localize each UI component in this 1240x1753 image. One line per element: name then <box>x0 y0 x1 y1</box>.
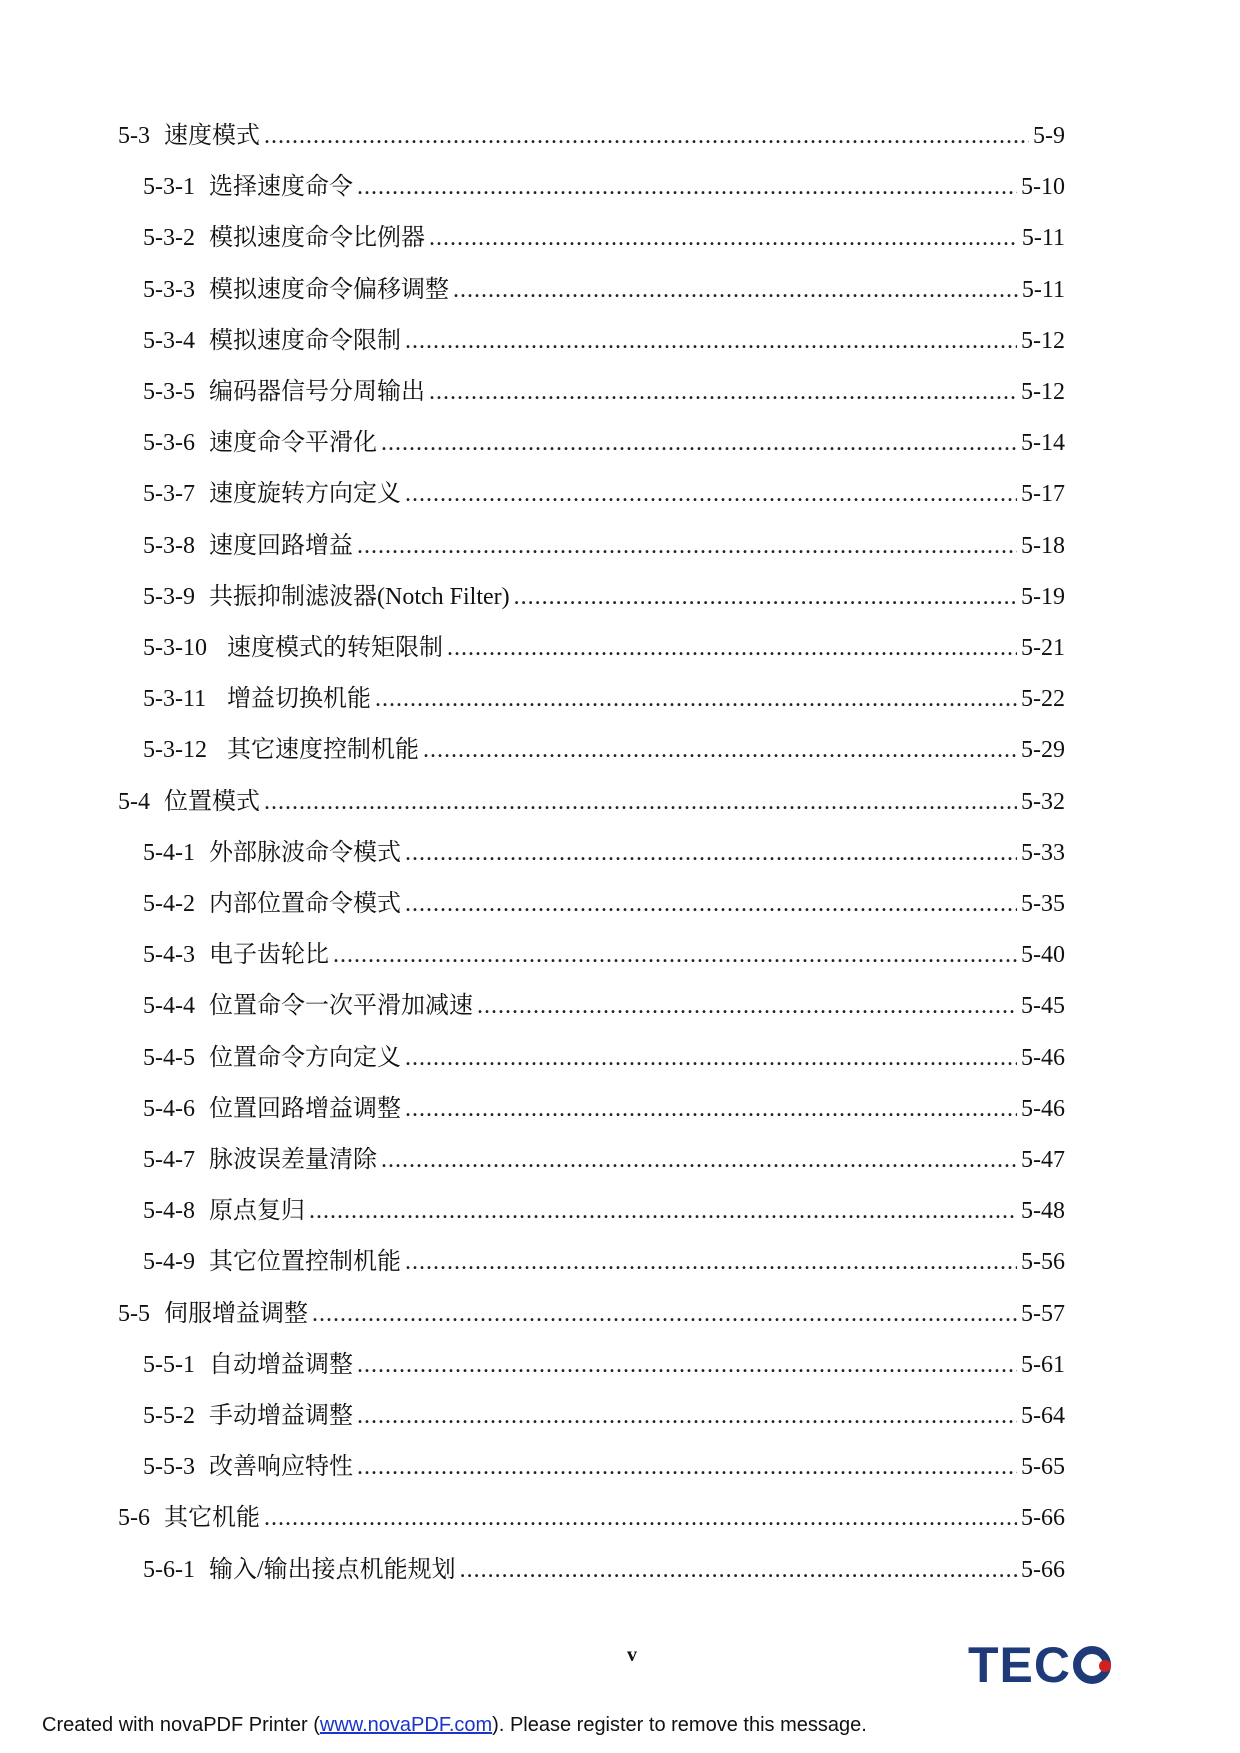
toc-entry-title: 其它机能 <box>164 1505 260 1532</box>
toc-dot-leader <box>423 732 1017 768</box>
toc-entry-title: 速度模式的转矩限制 <box>227 635 443 661</box>
toc-entry-number: 5-4-5 <box>143 1044 195 1071</box>
toc-entry-page: 5-47 <box>1021 1147 1065 1173</box>
toc-entry-page: 5-35 <box>1021 891 1065 917</box>
toc-dot-leader <box>429 220 1018 256</box>
toc-dot-leader <box>264 784 1017 820</box>
toc-entry-page: 5-57 <box>1021 1300 1065 1327</box>
toc-entry[interactable] <box>0 1500 1240 1536</box>
toc-entry-title: 电子齿轮比 <box>209 942 329 969</box>
toc-entry-title: 伺服增益调整 <box>164 1300 308 1327</box>
toc-entry-number: 5-3-12 <box>143 737 207 764</box>
footer-suffix: ). Please register to remove this message. <box>492 1714 867 1736</box>
toc-dot-leader <box>357 1398 1017 1434</box>
toc-dot-leader <box>309 1193 1017 1229</box>
teco-logo: TEC <box>968 1640 1138 1690</box>
toc-dot-leader <box>333 937 1017 973</box>
toc-entry-page: 5-61 <box>1021 1351 1065 1378</box>
toc-dot-leader <box>357 1449 1017 1485</box>
toc-entry[interactable] <box>0 118 1240 154</box>
toc-entry[interactable] <box>0 476 1240 512</box>
toc-entry-number: 5-5-1 <box>143 1351 195 1378</box>
toc-entry-number: 5-3-7 <box>143 481 195 508</box>
toc-entry-title: 选择速度命令 <box>209 174 353 201</box>
toc-entry-title: 速度命令平滑化 <box>209 430 377 457</box>
toc-entry[interactable] <box>0 220 1240 256</box>
toc-entry-title: 速度模式 <box>164 123 260 149</box>
toc-entry-number: 5-4-9 <box>143 1249 195 1276</box>
toc-entry-number: 5-5-3 <box>143 1454 195 1481</box>
toc-entry[interactable] <box>0 1193 1240 1229</box>
toc-entry-number: 5-4-1 <box>143 839 195 866</box>
toc-entry[interactable] <box>0 374 1240 410</box>
toc-entry[interactable] <box>0 1040 1240 1076</box>
toc-entry-page: 5-64 <box>1021 1403 1065 1429</box>
toc-entry-number: 5-3-3 <box>143 276 195 303</box>
toc-dot-leader <box>405 323 1017 359</box>
toc-entry-page: 5-46 <box>1021 1095 1065 1122</box>
toc-entry[interactable] <box>0 886 1240 922</box>
toc-entry-title: 脉波误差量清除 <box>209 1147 377 1173</box>
toc-dot-leader <box>429 374 1017 410</box>
toc-dot-leader <box>514 579 1017 615</box>
toc-dot-leader <box>405 476 1017 512</box>
toc-dot-leader <box>357 169 1017 205</box>
toc-entry-title: 内部位置命令模式 <box>209 891 401 917</box>
toc-entry[interactable] <box>0 732 1240 768</box>
toc-entry-number: 5-5-2 <box>143 1403 195 1429</box>
toc-entry-page: 5-11 <box>1021 225 1065 252</box>
toc-entry-title: 模拟速度命令偏移调整 <box>209 276 449 303</box>
toc-dot-leader <box>357 1347 1017 1383</box>
toc-entry-title: 位置回路增益调整 <box>209 1095 401 1122</box>
toc-entry-title: 原点复归 <box>209 1198 305 1225</box>
toc-entry-title: 模拟速度命令限制 <box>209 327 401 354</box>
toc-entry-page: 5-17 <box>1021 481 1065 508</box>
novapdf-link[interactable]: www.novaPDF.com <box>319 1714 493 1736</box>
toc-entry-title: 速度旋转方向定义 <box>209 481 401 508</box>
toc-entry-number: 5-4-7 <box>143 1147 195 1173</box>
toc-entry-page: 5-11 <box>1021 276 1065 303</box>
toc-entry-title: 手动增益调整 <box>209 1403 353 1429</box>
toc-entry-number: 5-3-2 <box>143 225 195 252</box>
toc-entry-page: 5-48 <box>1021 1198 1065 1225</box>
toc-entry[interactable] <box>0 1552 1240 1588</box>
toc-dot-leader <box>453 272 1018 308</box>
toc-dot-leader <box>405 886 1017 922</box>
toc-entry-page: 5-33 <box>1021 839 1065 866</box>
toc-entry-page: 5-29 <box>1021 737 1065 764</box>
toc-entry[interactable] <box>0 835 1240 871</box>
toc-entry-title: 速度回路增益 <box>209 532 353 559</box>
toc-entry[interactable] <box>0 630 1240 666</box>
toc-entry-number: 5-3-5 <box>143 379 195 405</box>
toc-entry[interactable] <box>0 1398 1240 1434</box>
toc-entry-title: 位置命令一次平滑加减速 <box>209 993 473 1020</box>
toc-dot-leader <box>357 528 1017 564</box>
toc-entry[interactable] <box>0 937 1240 973</box>
toc-entry-number: 5-6-1 <box>143 1556 195 1583</box>
toc-entry[interactable] <box>0 579 1240 615</box>
toc-entry-number: 5-4-4 <box>143 993 195 1020</box>
toc-entry[interactable] <box>0 988 1240 1024</box>
toc-entry-number: 5-4-2 <box>143 891 195 917</box>
toc-entry-page: 5-45 <box>1021 993 1065 1020</box>
footer-prefix: Created with novaPDF Printer ( <box>42 1714 320 1736</box>
toc-entry-page: 5-21 <box>1021 635 1065 661</box>
toc-dot-leader <box>447 630 1017 666</box>
toc-entry[interactable] <box>0 784 1240 820</box>
toc-entry-number: 5-4 <box>118 788 150 815</box>
toc-entry-page: 5-14 <box>1021 430 1065 457</box>
toc-dot-leader <box>375 681 1017 717</box>
toc-entry[interactable] <box>0 1142 1240 1178</box>
toc-dot-leader <box>264 118 1029 154</box>
toc-entry-number: 5-4-3 <box>143 942 195 969</box>
footer-message <box>42 1714 867 1737</box>
toc-entry-title: 增益切换机能 <box>227 686 371 713</box>
toc-entry-title: 共振抑制滤波器(Notch Filter) <box>209 583 510 610</box>
toc-entry-page: 5-9 <box>1033 123 1065 149</box>
toc-dot-leader <box>405 835 1017 871</box>
toc-entry-number: 5-3-9 <box>143 583 195 610</box>
toc-entry-title: 编码器信号分周输出 <box>209 379 425 405</box>
toc-entry-page: 5-18 <box>1021 532 1065 559</box>
toc-entry-title: 其它位置控制机能 <box>209 1249 401 1276</box>
toc-dot-leader <box>405 1244 1017 1280</box>
toc-entry-page: 5-56 <box>1021 1249 1065 1276</box>
toc-entry[interactable] <box>0 681 1240 717</box>
toc-entry-number: 5-5 <box>118 1300 150 1327</box>
toc-dot-leader <box>381 1142 1017 1178</box>
toc-entry-page: 5-32 <box>1021 788 1065 815</box>
toc-entry-number: 5-4-8 <box>143 1198 195 1225</box>
toc-entry[interactable] <box>0 1347 1240 1383</box>
toc-entry-number: 5-3-4 <box>143 327 195 354</box>
toc-entry[interactable] <box>0 1244 1240 1280</box>
toc-entry-number: 5-3-6 <box>143 430 195 457</box>
toc-dot-leader <box>381 425 1017 461</box>
toc-entry-page: 5-46 <box>1021 1044 1065 1071</box>
toc-entry[interactable] <box>0 528 1240 564</box>
toc-entry-title: 位置模式 <box>164 788 260 815</box>
toc-dot-leader <box>405 1091 1017 1127</box>
toc-entry-page: 5-12 <box>1021 327 1065 354</box>
toc-entry[interactable] <box>0 169 1240 205</box>
toc-entry-title: 位置命令方向定义 <box>209 1044 401 1071</box>
toc-entry-page: 5-40 <box>1021 942 1065 969</box>
toc-entry-title: 自动增益调整 <box>209 1351 353 1378</box>
toc-entry-page: 5-10 <box>1021 174 1065 201</box>
toc-dot-leader <box>312 1296 1017 1332</box>
toc-entry-page: 5-12 <box>1021 379 1065 405</box>
toc-entry-number: 5-3-8 <box>143 532 195 559</box>
toc-entry-number: 5-3-1 <box>143 174 195 201</box>
toc-entry-number: 5-3-10 <box>143 635 207 661</box>
toc-entry-number: 5-3 <box>118 123 150 149</box>
toc-entry-page: 5-19 <box>1021 583 1065 610</box>
toc-entry-number: 5-3-11 <box>143 686 207 713</box>
toc-dot-leader <box>264 1500 1017 1536</box>
toc-entry[interactable] <box>0 1296 1240 1332</box>
toc-entry-title: 改善响应特性 <box>209 1454 353 1481</box>
toc-entry-title: 其它速度控制机能 <box>227 737 419 764</box>
toc-dot-leader <box>477 988 1017 1024</box>
toc-entry[interactable] <box>0 272 1240 308</box>
toc-entry[interactable] <box>0 1091 1240 1127</box>
toc-entry[interactable] <box>0 323 1240 359</box>
toc-entry[interactable] <box>0 1449 1240 1485</box>
toc-dot-leader <box>460 1552 1017 1588</box>
toc-entry-page: 5-65 <box>1021 1454 1065 1481</box>
toc-entry-title: 模拟速度命令比例器 <box>209 225 425 252</box>
toc-entry[interactable] <box>0 425 1240 461</box>
toc-entry-page: 5-66 <box>1021 1505 1065 1532</box>
toc-entry-title: 外部脉波命令模式 <box>209 839 401 866</box>
toc-dot-leader <box>405 1040 1017 1076</box>
toc-entry-page: 5-22 <box>1021 686 1065 713</box>
toc-entry-number: 5-6 <box>118 1505 150 1532</box>
toc-entry-page: 5-66 <box>1021 1556 1065 1583</box>
page-number: v <box>627 1644 637 1666</box>
toc-entry-number: 5-4-6 <box>143 1095 195 1122</box>
toc-entry-title: 输入/输出接点机能规划 <box>209 1556 456 1583</box>
